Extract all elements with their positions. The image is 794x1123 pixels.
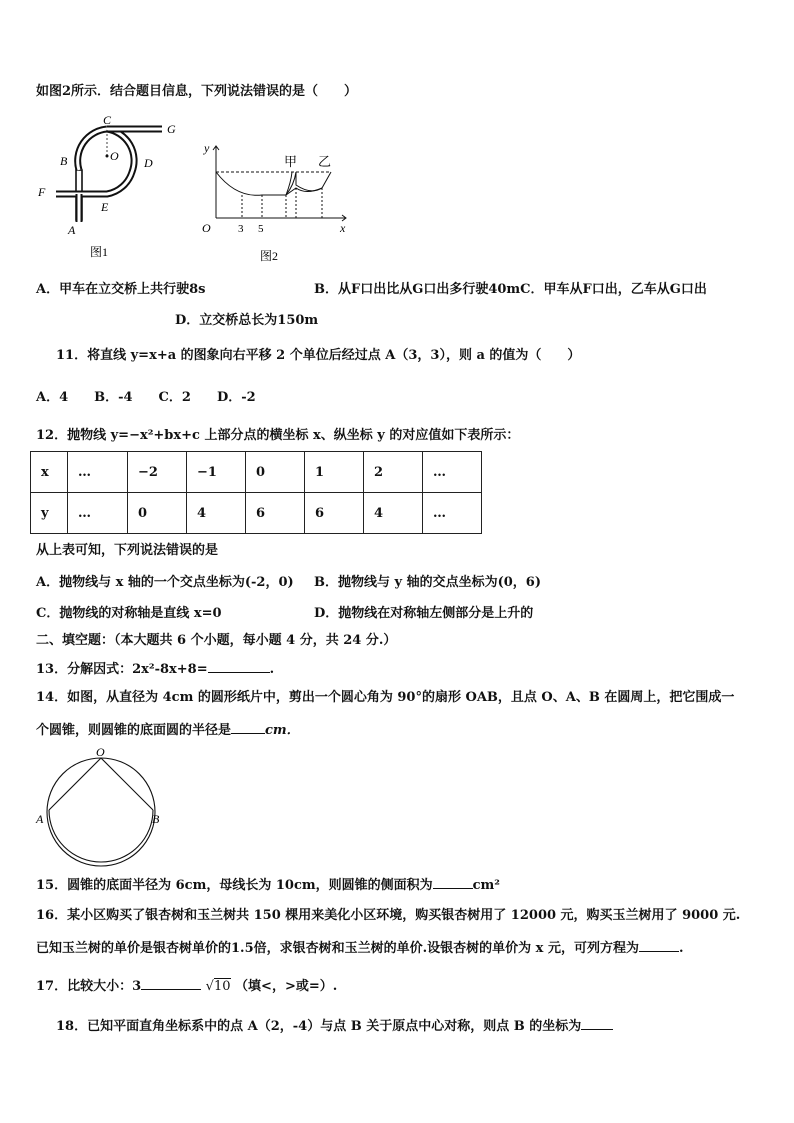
fig1-label-g: G (167, 122, 176, 136)
q10-option-d: D．立交桥总长为150m (175, 313, 319, 328)
fig2-origin: O (202, 221, 211, 235)
sqrt-symbol: √10 (205, 979, 231, 994)
q10-stem: 如图2所示．结合题目信息，下列说法错误的是（ ） (36, 84, 358, 99)
fig1-label-f: F (38, 185, 46, 199)
fig2-caption: 图2 (260, 249, 279, 263)
fig1-label-o: O (110, 149, 119, 163)
q18-text: 18．已知平面直角坐标系中的点 A（2，-4）与点 B 关于原点中心对称，则点 B 的坐标为 (56, 1019, 582, 1034)
q16-line2 (36, 939, 683, 957)
answer-blank (141, 977, 201, 990)
q12-option-a: A．抛物线与 x 轴的一个交点坐标为(-2，0) (36, 575, 294, 590)
q12-stem: 12．抛物线 y=−x²+bx+c 上部分点的横坐标 x、纵坐标 y 的对应值如下表所示： (36, 428, 520, 443)
fig2-y-label: y (204, 141, 210, 155)
fig1-label-e: E (101, 200, 109, 214)
q14-label-o: O (96, 745, 105, 759)
answer-blank (639, 939, 679, 952)
q12-option-c: C．抛物线的对称轴是直线 x=0 (36, 606, 222, 621)
table-cell: … (68, 452, 128, 493)
fig2-x-label: x (340, 221, 346, 235)
q11-stem: 11．将直线 y=x+a 的图象向右平移 2 个单位后经过点 A（3，3），则 a 的值为（ ） (56, 348, 581, 363)
q13-tail: . (269, 662, 275, 677)
q11-options: A．4 B．-4 C．2 D．-2 (36, 390, 256, 405)
fig2-label-jia: 甲 (284, 154, 298, 169)
q16-tail: . (678, 941, 684, 956)
fig1-caption: 图1 (90, 245, 109, 259)
table-cell: 2 (364, 452, 423, 493)
fig1-label-d: D (144, 156, 153, 170)
table-cell: … (423, 452, 482, 493)
fig2-tick-3: 3 (238, 223, 244, 235)
answer-blank (581, 1017, 613, 1030)
q14-text: 个圆锥，则圆锥的底面圆的半径是 (36, 723, 232, 738)
table-row (31, 452, 482, 493)
fig1-label-b: B (60, 154, 68, 168)
q10-option-b-c: B．从F口出比从G口出多行驶40mC．甲车从F口出，乙车从G口出 (314, 282, 707, 297)
q12-option-b: B．抛物线与 y 轴的交点坐标为(0，6) (314, 575, 541, 590)
table-row (31, 493, 482, 534)
q13 (36, 660, 274, 678)
fig1-label-c: C (103, 113, 112, 127)
table-cell: −2 (128, 452, 187, 493)
q13-text: 13．分解因式：2x²-8x+8= (36, 662, 208, 677)
q15-unit: cm² (472, 878, 500, 893)
q17-prefix: 17．比较大小：3 (36, 979, 142, 994)
q12-value-table (30, 451, 482, 534)
table-cell: 4 (187, 493, 246, 534)
q14-line2 (36, 721, 300, 739)
q14-label-b: B (152, 812, 160, 826)
table-cell: 6 (305, 493, 364, 534)
q10-option-a: A．甲车在立交桥上共行驶8s (36, 282, 206, 297)
figure-q14-circle (34, 745, 164, 870)
answer-blank (231, 721, 265, 734)
table-cell: 0 (246, 452, 305, 493)
table-cell: x (31, 452, 68, 493)
q14-line1: 14．如图，从直径为 4cm 的圆形纸片中，剪出一个圆心角为 90°的扇形 OAB，且点 O、A、B 在圆周上，把它围成一 (36, 690, 735, 705)
answer-blank (208, 660, 270, 673)
section-title: 二、填空题：（本大题共 6 个小题，每小题 4 分，共 24 分.） (36, 633, 397, 648)
q12-lead: 从上表可知，下列说法错误的是 (36, 543, 219, 558)
q15-text: 15．圆锥的底面半径为 6cm，母线长为 10cm，则圆锥的侧面积为 (36, 878, 433, 893)
q14-unit: cm． (265, 723, 300, 738)
q14-label-a: A (36, 812, 44, 826)
table-cell: y (31, 493, 68, 534)
table-cell: 0 (128, 493, 187, 534)
q12-option-d: D．抛物线在对称轴左侧部分是上升的 (314, 606, 534, 621)
answer-blank (433, 876, 473, 889)
q16-line1: 16．某小区购买了银杏树和玉兰树共 150 棵用来美化小区环境，购买银杏树用了 12000 元，购买玉兰树用了 9000 元. (36, 908, 741, 923)
q17-suffix: （填<，>或=）. (235, 979, 338, 994)
table-cell: … (423, 493, 482, 534)
fig1-label-a: A (68, 223, 76, 237)
q16-text: 已知玉兰树的单价是银杏树单价的1.5倍，求银杏树和玉兰树的单价.设银杏树的单价为 x 元，可列方程为 (36, 941, 639, 956)
q15 (36, 876, 500, 894)
q17 (36, 977, 337, 995)
table-cell: 6 (246, 493, 305, 534)
q18 (56, 1017, 613, 1035)
figure-2 (196, 140, 356, 270)
table-cell: 1 (305, 452, 364, 493)
fig2-label-yi: 乙 (318, 154, 332, 169)
table-cell: … (68, 493, 128, 534)
table-cell: 4 (364, 493, 423, 534)
fig2-tick-5: 5 (258, 223, 264, 235)
q17-radicand: 10 (213, 979, 231, 994)
figure-1 (36, 112, 186, 262)
table-cell: −1 (187, 452, 246, 493)
